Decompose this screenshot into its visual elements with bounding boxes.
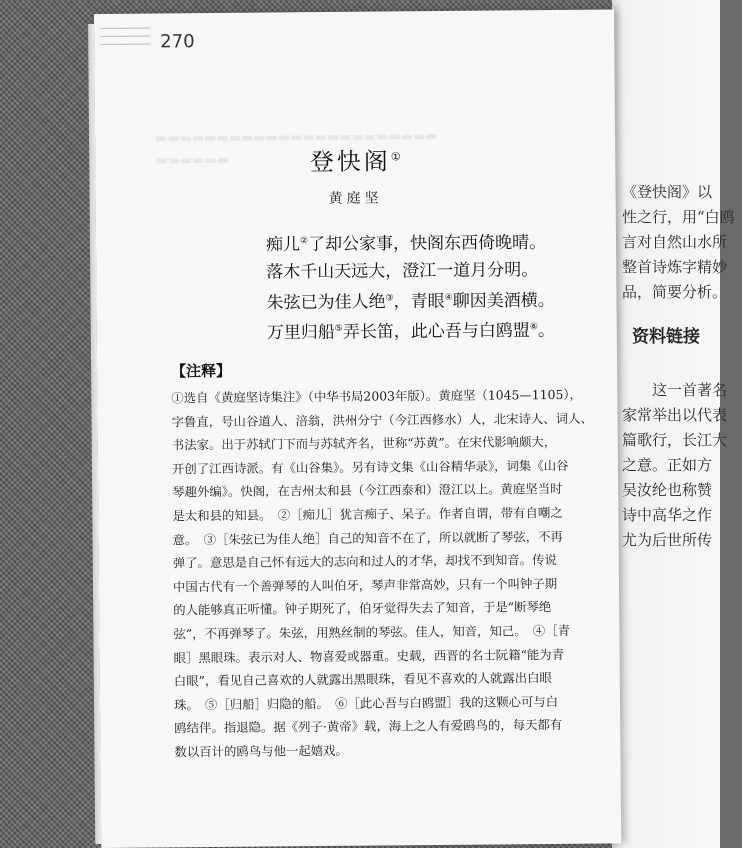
note-line: 是太和县的知县。 ②［痴儿］犹言痴子、呆子。作者自谓，带有自嘲之 <box>172 504 563 524</box>
note-line: 弦”，不再弹琴了。朱弦，用熟丝制的琴弦。佳人，知音，知己。 ④［青 <box>173 622 571 642</box>
note-line: 数以百计的鸥鸟与他一起嬉戏。 <box>174 742 348 760</box>
note-line: 字鲁直，号山谷道人、涪翁，洪州分宁（今江西修水）人，北宋诗人、词人、 <box>171 410 593 429</box>
note-line: 鸥结伴。指退隐。据《列子·黄帝》载，海上之人有爱鸥鸟的，每天都有 <box>174 717 563 736</box>
note-line: 开创了江西诗派。有《山谷集》。另有诗文集《山谷精华录》，词集《山谷 <box>171 457 569 477</box>
note-line: 书法家。出于苏轼门下而与苏轼齐名，世称“苏黄”。在宋代影响颇大， <box>171 434 557 453</box>
notes-body <box>171 383 599 764</box>
right-text-line: 这一首著名 <box>622 381 728 399</box>
note-line: 弹了。意思是自己怀有远大的志向和过人的才华，却找不到知音。传说 <box>172 552 557 571</box>
right-page-lower-text <box>622 378 727 553</box>
note-line: 白眼”，看见自己喜欢的人就露出黑眼珠，看见不喜欢的人就露出白眼 <box>173 670 552 689</box>
header-rule <box>100 28 150 29</box>
right-text-line: 吴汝纶也称赞 <box>622 481 713 499</box>
right-text-line: 品，简要分析。 <box>622 283 728 301</box>
poem-title-text: 登快阁 <box>309 147 391 177</box>
poem-title <box>95 139 615 179</box>
right-text-line: 家常举出以代表 <box>622 406 728 424</box>
header-rule <box>100 36 150 37</box>
left-page <box>94 9 621 848</box>
right-text-line: 诗中高华之作 <box>622 506 713 524</box>
note-line: 琴趣外编》。快阁，在吉州太和县（今江西泰和）澄江以上。黄庭坚当时 <box>172 481 563 500</box>
page-number: 270 <box>160 31 195 53</box>
note-line: 的人能够真正听懂。钟子期死了，伯牙觉得失去了知音，于是“断琴绝 <box>173 599 552 618</box>
right-text-line: 之意。正如方 <box>622 456 713 474</box>
title-footnote-mark: ① <box>390 150 401 164</box>
note-line: 珠。 ⑤［归船］归隐的船。 ⑥［此心吾与白鸥盟］我的这颗心可与白 <box>173 693 559 713</box>
right-text-line: 整首诗炼字精妙 <box>622 258 728 276</box>
show-through-text: ▬▬▬▬▬▬ <box>155 152 230 169</box>
poem-body <box>266 226 555 347</box>
poem-author: 黄庭坚 <box>328 190 383 207</box>
right-page-upper-text <box>622 180 742 305</box>
poem-line: 落木千山天远大，澄江一道月分明。 <box>266 259 539 283</box>
notes-heading: 【注释】 <box>171 361 232 381</box>
right-page <box>612 0 735 848</box>
show-through-text: ▬▬▬▬▬▬▬▬▬▬▬▬▬▬▬▬▬▬▬▬▬▬▬ <box>155 129 438 147</box>
poem-line: 痴儿②了却公家事，快阁东西倚晚晴。 <box>265 232 547 256</box>
right-section-heading: 资料链接 <box>632 327 700 347</box>
note-line: 中国古代有一个善弹琴的人叫伯牙，琴声非常高妙，只有一个叫钟子期 <box>172 575 558 595</box>
note-line: 眼］黑眼珠。表示对人、物喜爱或器重。史载，西晋的名士阮籍“能为青 <box>173 646 565 665</box>
poem-line: 朱弦已为佳人绝③，青眼④聊因美酒横。 <box>266 290 555 313</box>
note-line: 意。 ③［朱弦已为佳人绝］自己的知音不在了，所以就断了琴弦，不再 <box>172 528 563 547</box>
right-text-line: 性之行，用“白鸥 <box>622 208 735 226</box>
right-text-line: 言对自然山水所 <box>622 233 728 251</box>
note-line: ①选自《黄庭坚诗集注》（中华书局2003年版）。黄庭坚（1045—1105）， <box>171 386 582 406</box>
right-text-line: 尤为后世所传 <box>622 531 713 549</box>
header-rule <box>100 44 150 45</box>
right-text-line: 篇歌行，长江大 <box>622 431 728 449</box>
poem-line: 万里归船⑤弄长笛，此心吾与白鸥盟⑥。 <box>266 320 556 344</box>
right-text-line: 《登快阁》以 <box>622 183 713 201</box>
